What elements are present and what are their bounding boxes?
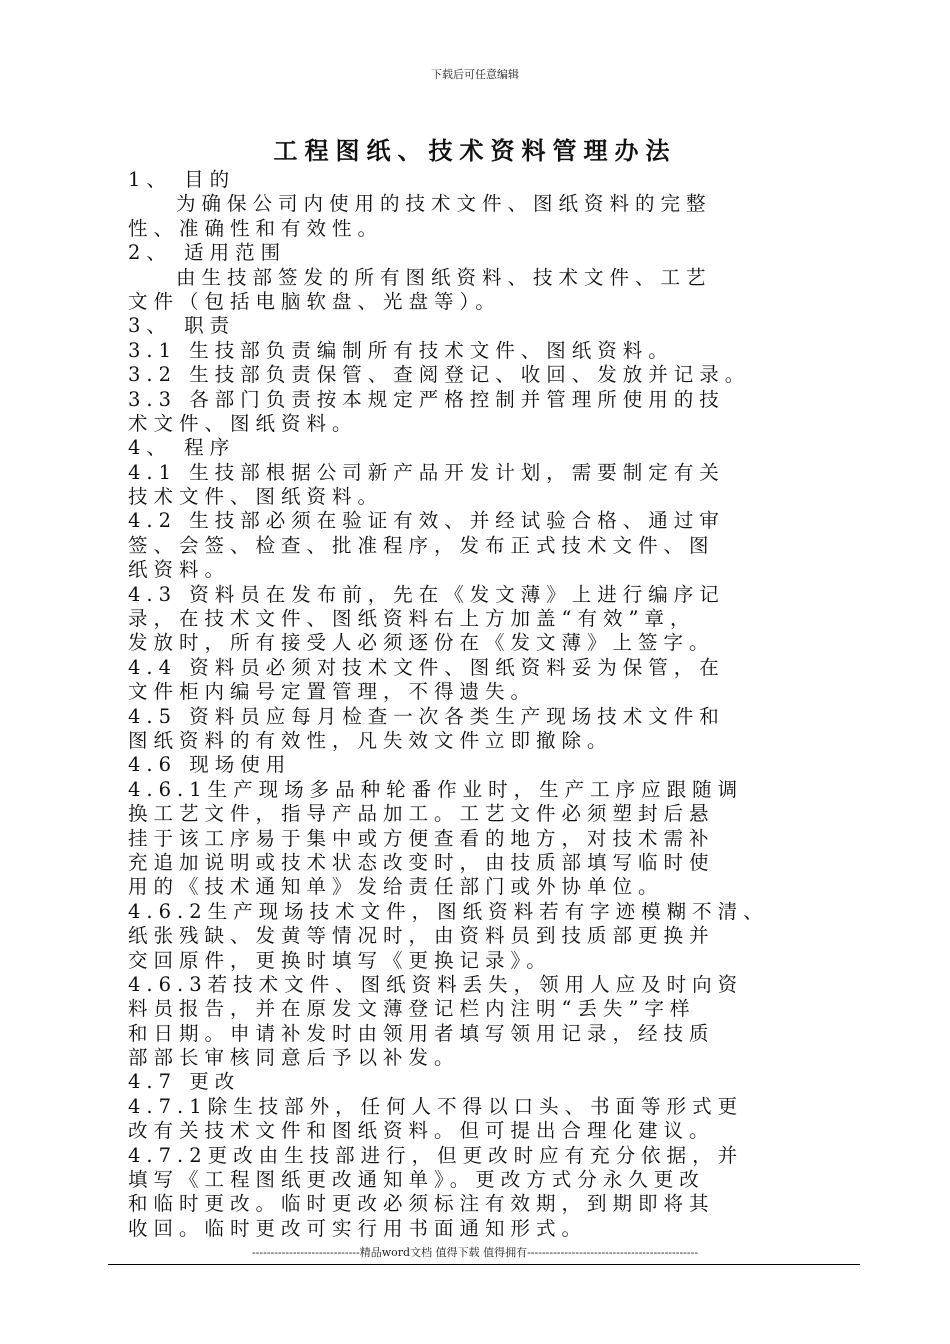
document-body	[128, 168, 858, 1241]
body-line: 部部长审核同意后予以补发。	[128, 1046, 460, 1070]
body-line: 图纸资料的有效性，凡失效文件立即撤除。	[128, 728, 613, 752]
body-line: 4.1 生技部根据公司新产品开发计划，需要制定有关	[128, 460, 725, 484]
section-heading: 4、 程序	[128, 436, 236, 460]
body-line: 文件柜内编号定置管理，不得遗失。	[128, 680, 537, 704]
body-line: 4.6.1生产现场多品种轮番作业时，生产工序应跟随调	[128, 777, 744, 801]
body-line: 签、会签、检查、批准程序，发布正式技术文件、图	[128, 533, 715, 557]
subsection-heading: 4.7 更改	[128, 1070, 241, 1094]
body-line: 填写《工程图纸更改通知单》。更改方式分永久更改	[128, 1168, 705, 1192]
page-header: 下载后可任意编辑	[431, 68, 519, 81]
body-line: 性、准确性和有效性。	[128, 216, 384, 240]
body-line: 3.1 生技部负责编制所有技术文件、图纸资料。	[128, 338, 674, 362]
page-footer: -----------------------------精品word文档 值得下载 值得拥有----------------------------------------------	[251, 1246, 699, 1259]
body-line: 挂于该工序易于集中或方便查看的地方，对技术需补	[128, 826, 715, 850]
body-line: 4.4 资料员必须对技术文件、图纸资料妥为保管，在	[128, 655, 725, 679]
body-line: 用的《技术通知单》发给责任部门或外协单位。	[128, 875, 664, 899]
body-line: 3.2 生技部负责保管、查阅登记、收回、发放并记录。	[128, 363, 751, 387]
body-line: 4.7.1除生技部外，任何人不得以口头、书面等形式更	[128, 1094, 744, 1118]
body-line: 4.3 资料员在发布前，先在《发文薄》上进行编序记	[128, 582, 725, 606]
body-line: 充追加说明或技术状态改变时，由技质部填写临时使	[128, 850, 715, 874]
body-line: 4.7.2更改由生技部进行，但更改时应有充分依据，并	[128, 1143, 744, 1167]
body-line: 料员报告，并在原发文薄登记栏内注明“丢失”字样	[128, 997, 696, 1021]
section-heading: 3、 职责	[128, 314, 236, 338]
body-line: 术文件、图纸资料。	[128, 411, 358, 435]
body-line: 由生技部签发的所有图纸资料、技术文件、工艺	[176, 265, 712, 289]
body-line: 发放时，所有接受人必须逐份在《发文薄》上签字。	[128, 631, 715, 655]
footer-divider	[108, 1264, 860, 1265]
body-line: 纸张残缺、发黄等情况时，由资料员到技质部更换并	[128, 924, 715, 948]
body-line: 交回原件，更换时填写《更换记录》。	[128, 948, 552, 972]
document-title: 工程图纸、技术资料管理办法	[273, 137, 677, 165]
body-line: 为确保公司内使用的技术文件、图纸资料的完整	[176, 192, 712, 216]
body-line: 4.5 资料员应每月检查一次各类生产现场技术文件和	[128, 704, 725, 728]
body-line: 纸资料。	[128, 558, 231, 582]
body-line: 录，在技术文件、图纸资料右上方加盖“有效”章，	[128, 607, 696, 631]
body-line: 4.6.3若技术文件、图纸资料丢失，领用人应及时向资	[128, 972, 744, 996]
body-line: 4.2 生技部必须在验证有效、并经试验合格、通过审	[128, 509, 725, 533]
section-heading: 2、 适用范围	[128, 241, 287, 265]
subsection-heading: 4.6 现场使用	[128, 753, 292, 777]
body-line: 文件（包括电脑软盘、光盘等）。	[128, 289, 501, 313]
body-line: 收回。临时更改可实行用书面通知形式。	[128, 1216, 588, 1240]
body-line: 换工艺文件，指导产品加工。工艺文件必须塑封后悬	[128, 802, 715, 826]
body-line: 技术文件、图纸资料。	[128, 485, 384, 509]
body-line: 改有关技术文件和图纸资料。但可提出合理化建议。	[128, 1119, 715, 1143]
body-line: 和日期。申请补发时由领用者填写领用记录，经技质	[128, 1021, 715, 1045]
body-line: 3.3 各部门负责按本规定严格控制并管理所使用的技	[128, 387, 725, 411]
body-line: 4.6.2生产现场技术文件，图纸资料若有字迹模糊不清、	[128, 899, 769, 923]
section-heading: 1、 目的	[128, 168, 236, 191]
body-line: 和临时更改。临时更改必须标注有效期，到期即将其	[128, 1192, 715, 1216]
